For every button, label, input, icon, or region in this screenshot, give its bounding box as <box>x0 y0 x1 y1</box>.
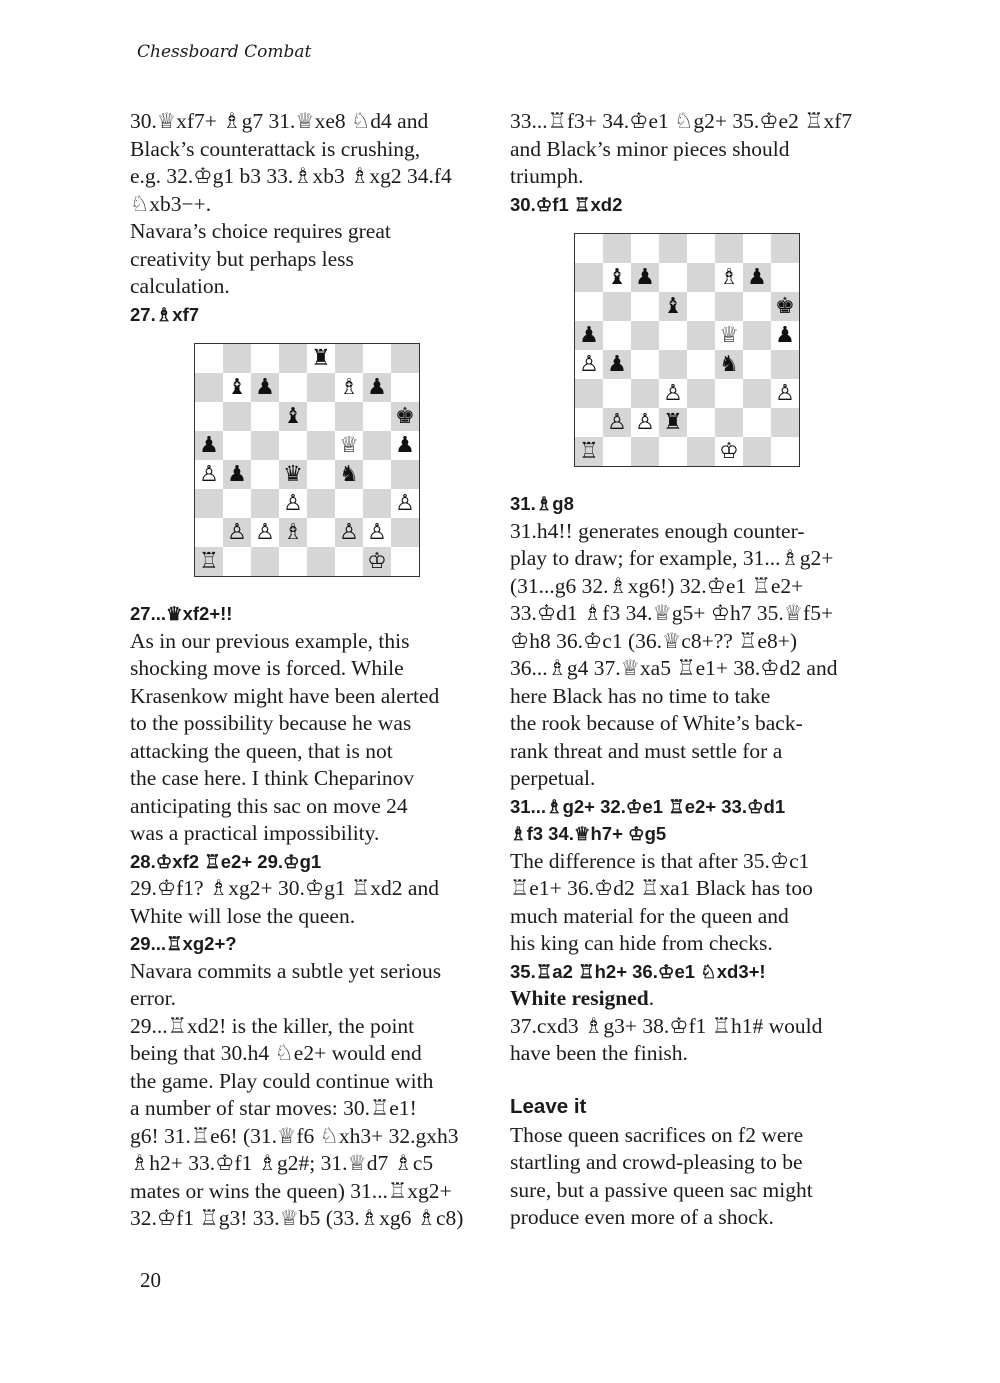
square-e2 <box>687 408 715 437</box>
text-line: much material for the queen and <box>510 903 789 928</box>
paragraph-commentary-27 <box>130 628 490 848</box>
text-line: The difference is that after 35.♔c1 <box>510 848 810 873</box>
square-f4: ♞ <box>715 350 743 379</box>
section-heading: Leave it <box>510 1094 587 1118</box>
text-line: 31.h4!! generates enough counter- <box>510 518 805 543</box>
result-line <box>510 985 880 1013</box>
square-g7: ♟ <box>743 263 771 292</box>
square-f2: ♙ <box>335 518 363 547</box>
square-a5: ♟ <box>575 321 603 350</box>
square-a8 <box>195 344 223 373</box>
square-d1 <box>279 547 307 576</box>
running-head: Chessboard Combat <box>137 42 312 62</box>
square-a3 <box>575 379 603 408</box>
square-f1 <box>335 547 363 576</box>
square-h1 <box>771 437 799 466</box>
square-h3: ♙ <box>391 489 419 518</box>
square-e7 <box>687 263 715 292</box>
square-d8 <box>659 234 687 263</box>
square-g6 <box>743 292 771 321</box>
square-g1: ♔ <box>363 547 391 576</box>
text-line: produce even more of a shock. <box>510 1205 774 1229</box>
square-f7: ♗ <box>335 373 363 402</box>
square-f8 <box>715 234 743 263</box>
square-d3: ♙ <box>659 379 687 408</box>
square-d6: ♝ <box>279 402 307 431</box>
square-e3 <box>687 379 715 408</box>
move-31b-heading: 31...♗g2+ 32.♔e1 ♖e2+ 33.♔d1 <box>510 795 786 817</box>
square-h4 <box>391 460 419 489</box>
page-number: 20 <box>140 1268 161 1292</box>
square-h5: ♟ <box>771 321 799 350</box>
text-line: ♖e1+ 36.♔d2 ♖xa1 Black has too <box>510 876 813 900</box>
paragraph-finish <box>510 1013 880 1068</box>
square-c3 <box>251 489 279 518</box>
square-b4: ♟ <box>603 350 631 379</box>
square-c6 <box>251 402 279 431</box>
square-c8 <box>251 344 279 373</box>
square-f8 <box>335 344 363 373</box>
square-f3 <box>335 489 363 518</box>
square-b1 <box>223 547 251 576</box>
square-b4: ♟ <box>223 460 251 489</box>
square-e2 <box>307 518 335 547</box>
text-line: Navara commits a subtle yet serious <box>130 958 442 983</box>
square-h5: ♟ <box>391 431 419 460</box>
square-h3: ♙ <box>771 379 799 408</box>
paragraph-commentary-31 <box>510 518 880 793</box>
square-c5 <box>631 321 659 350</box>
text-line: creativity but perhaps less <box>130 246 354 271</box>
square-a2 <box>575 408 603 437</box>
square-a1: ♖ <box>195 547 223 576</box>
text-line: ♘xb3−+. <box>130 191 212 216</box>
square-g8 <box>363 344 391 373</box>
square-e7 <box>307 373 335 402</box>
square-g7: ♟ <box>363 373 391 402</box>
square-f3 <box>715 379 743 408</box>
chessboard <box>574 233 800 467</box>
text-line: As in our previous example, this <box>130 628 410 653</box>
square-f6 <box>335 402 363 431</box>
move-29-heading: 29...♖xg2+? <box>130 933 237 954</box>
square-g3 <box>363 489 391 518</box>
square-e1 <box>687 437 715 466</box>
square-a7 <box>195 373 223 402</box>
text-line: a number of star moves: 30.♖e1! <box>130 1096 417 1120</box>
square-d2: ♜ <box>659 408 687 437</box>
paragraph-commentary-29 <box>130 958 490 1233</box>
square-a5: ♟ <box>195 431 223 460</box>
text-line: Krasenkow might have been alerted <box>130 683 440 708</box>
square-b3 <box>603 379 631 408</box>
text-line: mates or wins the queen) 31...♖xg2+ <box>130 1178 452 1203</box>
square-a4: ♙ <box>575 350 603 379</box>
text-line: 33...♖f3+ 34.♔e1 ♘g2+ 35.♔e2 ♖xf7 <box>510 109 853 133</box>
text-line: 37.cxd3 ♗g3+ 38.♔f1 ♖h1# would <box>510 1013 823 1038</box>
text-line: have been the finish. <box>510 1041 688 1065</box>
square-e3 <box>307 489 335 518</box>
paragraph-commentary-34 <box>510 848 880 958</box>
result-period: . <box>648 986 655 1010</box>
text-line: e.g. 32.♔g1 b3 33.♗xb3 ♗xg2 34.f4 <box>130 164 452 188</box>
text-line: anticipating this sac on move 24 <box>130 793 408 818</box>
square-d7 <box>659 263 687 292</box>
square-b5 <box>603 321 631 350</box>
move-27b-heading: 27...♛xf2+!! <box>130 603 233 624</box>
square-a2 <box>195 518 223 547</box>
square-f5: ♕ <box>715 321 743 350</box>
text-line: 33.♔d1 ♗f3 34.♕g5+ ♔h7 35.♕f5+ <box>510 601 834 625</box>
square-g4 <box>363 460 391 489</box>
square-c7: ♟ <box>631 263 659 292</box>
text-line: play to draw; for example, 31...♗g2+ <box>510 546 834 570</box>
square-c4 <box>631 350 659 379</box>
text-line: perpetual. <box>510 766 596 790</box>
square-c2: ♙ <box>631 408 659 437</box>
square-h6: ♚ <box>391 402 419 431</box>
square-b7: ♝ <box>603 263 631 292</box>
text-line: the case here. I think Cheparinov <box>130 766 415 790</box>
text-line: rank threat and must settle for a <box>510 738 783 763</box>
square-g5 <box>363 431 391 460</box>
paragraph-continuation-33 <box>510 108 880 191</box>
paragraph-variation-29f1 <box>130 875 490 930</box>
square-c8 <box>631 234 659 263</box>
square-e8 <box>687 234 715 263</box>
square-c5 <box>251 431 279 460</box>
square-c6 <box>631 292 659 321</box>
text-line: Navara’s choice requires great <box>130 219 391 243</box>
move-35-heading: 35.♖a2 ♖h2+ 36.♔e1 ♘xd3+! <box>510 960 766 982</box>
square-b6 <box>603 292 631 321</box>
paragraph-variation-30 <box>130 108 490 301</box>
square-h7 <box>391 373 419 402</box>
square-g1 <box>743 437 771 466</box>
square-a1: ♖ <box>575 437 603 466</box>
text-line: ♗h2+ 33.♔f1 ♗g2#; 31.♕d7 ♗c5 <box>130 1151 434 1175</box>
square-b3 <box>223 489 251 518</box>
text-line: the rook because of White’s back- <box>510 711 803 735</box>
chess-diagram-1 <box>194 343 490 577</box>
square-b7: ♝ <box>223 373 251 402</box>
text-line: startling and crowd-pleasing to be <box>510 1150 803 1174</box>
text-line: his king can hide from checks. <box>510 931 773 955</box>
result-text: White resigned <box>510 986 649 1010</box>
square-h1 <box>391 547 419 576</box>
square-c4 <box>251 460 279 489</box>
text-line: 30.♕xf7+ ♗g7 31.♕xe8 ♘d4 and <box>130 109 429 133</box>
square-f5: ♕ <box>335 431 363 460</box>
text-line: 29...♖xd2! is the killer, the point <box>130 1013 415 1038</box>
square-c2: ♙ <box>251 518 279 547</box>
square-h2 <box>391 518 419 547</box>
text-line: and Black’s minor pieces should <box>510 136 790 161</box>
square-e1 <box>307 547 335 576</box>
move-31-heading: 31.♗g8 <box>510 493 574 514</box>
square-e6 <box>307 402 335 431</box>
text-line: Those queen sacrifices on f2 were <box>510 1122 804 1147</box>
square-d5 <box>659 321 687 350</box>
square-h2 <box>771 408 799 437</box>
move-28-heading: 28.♔xf2 ♖e2+ 29.♔g1 <box>130 850 322 872</box>
right-column <box>510 108 880 1232</box>
square-d5 <box>279 431 307 460</box>
text-line: 29.♔f1? ♗xg2+ 30.♔g1 ♖xd2 and <box>130 876 439 900</box>
square-c1 <box>631 437 659 466</box>
text-line: calculation. <box>130 274 230 298</box>
square-f6 <box>715 292 743 321</box>
square-g6 <box>363 402 391 431</box>
square-f1: ♔ <box>715 437 743 466</box>
text-line: sure, but a passive queen sac might <box>510 1177 813 1202</box>
square-c1 <box>251 547 279 576</box>
square-a4: ♙ <box>195 460 223 489</box>
text-line: ♔h8 36.♔c1 (36.♕c8+?? ♖e8+) <box>510 628 798 653</box>
text-line: the game. Play could continue with <box>130 1068 434 1093</box>
square-h4 <box>771 350 799 379</box>
text-line: 32.♔f1 ♖g3! 33.♕b5 (33.♗xg6 ♗c8) <box>130 1206 464 1230</box>
square-b8 <box>603 234 631 263</box>
text-line: to the possibility because he was <box>130 711 412 735</box>
square-e5 <box>687 321 715 350</box>
square-g4 <box>743 350 771 379</box>
square-h8 <box>771 234 799 263</box>
square-c7: ♟ <box>251 373 279 402</box>
text-line: 36...♗g4 37.♕xa5 ♖e1+ 38.♔d2 and <box>510 656 838 680</box>
square-g2: ♙ <box>363 518 391 547</box>
square-g5 <box>743 321 771 350</box>
square-b5 <box>223 431 251 460</box>
text-line: White will lose the queen. <box>130 903 356 928</box>
text-line: was a practical impossibility. <box>130 821 380 845</box>
square-g8 <box>743 234 771 263</box>
text-line: attacking the queen, that is not <box>130 738 393 763</box>
paragraph-leave-it <box>510 1122 880 1232</box>
chess-diagram-2 <box>574 233 880 467</box>
move-31b-heading-cont: ♗f3 34.♕h7+ ♔g5 <box>510 823 667 844</box>
text-line: being that 30.h4 ♘e2+ would end <box>130 1041 422 1065</box>
square-e4 <box>687 350 715 379</box>
chessboard <box>194 343 420 577</box>
text-line: g6! 31.♖e6! (31.♕f6 ♘xh3+ 32.gxh3 <box>130 1123 459 1148</box>
text-line: Black’s counterattack is crushing, <box>130 136 421 161</box>
square-b1 <box>603 437 631 466</box>
square-g2 <box>743 408 771 437</box>
square-d2: ♗ <box>279 518 307 547</box>
square-a6 <box>575 292 603 321</box>
move-27-heading: 27.♗xf7 <box>130 303 200 325</box>
text-line: here Black has no time to take <box>510 683 771 708</box>
text-line: triumph. <box>510 164 584 188</box>
square-f7: ♗ <box>715 263 743 292</box>
square-e8: ♜ <box>307 344 335 373</box>
square-d3: ♙ <box>279 489 307 518</box>
square-e6 <box>687 292 715 321</box>
text-line: error. <box>130 986 176 1010</box>
square-d6: ♝ <box>659 292 687 321</box>
square-e4 <box>307 460 335 489</box>
square-b8 <box>223 344 251 373</box>
square-g3 <box>743 379 771 408</box>
square-d4 <box>659 350 687 379</box>
square-f4: ♞ <box>335 460 363 489</box>
square-a3 <box>195 489 223 518</box>
square-d1 <box>659 437 687 466</box>
square-h8 <box>391 344 419 373</box>
square-b2: ♙ <box>223 518 251 547</box>
square-f2 <box>715 408 743 437</box>
square-b2: ♙ <box>603 408 631 437</box>
left-column <box>130 108 490 1233</box>
text-line: shocking move is forced. While <box>130 656 404 680</box>
text-line: (31...g6 32.♗xg6!) 32.♔e1 ♖e2+ <box>510 573 804 598</box>
square-c3 <box>631 379 659 408</box>
square-d4: ♛ <box>279 460 307 489</box>
square-h7 <box>771 263 799 292</box>
square-a8 <box>575 234 603 263</box>
square-a6 <box>195 402 223 431</box>
square-b6 <box>223 402 251 431</box>
square-a7 <box>575 263 603 292</box>
move-30-heading: 30.♔f1 ♖xd2 <box>510 193 623 215</box>
square-d8 <box>279 344 307 373</box>
square-d7 <box>279 373 307 402</box>
square-e5 <box>307 431 335 460</box>
square-h6: ♚ <box>771 292 799 321</box>
